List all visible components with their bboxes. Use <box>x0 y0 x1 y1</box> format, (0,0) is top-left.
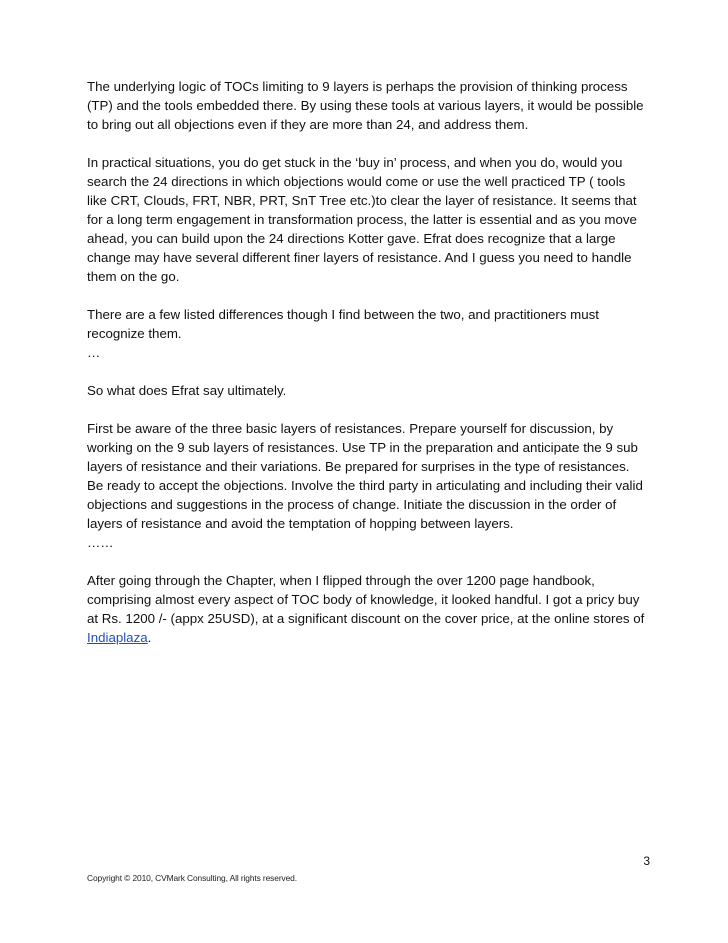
paragraph-handbook <box>87 571 647 647</box>
ellipsis-separator: … <box>87 345 101 360</box>
copyright-footer: Copyright © 2010, CVMark Consulting, All rights reserved. <box>87 873 297 883</box>
paragraph-layers-advice: First be aware of the three basic layers of resistances. Prepare yourself for discussion, by working on the 9 sub layers of resistances. Use TP in the preparation and anticipate the 9 sub layers of resistance and their variations. Be prepared for surprises in the type of resistances. Be ready to accept the objections. Involve the third party in articulating and including their valid objections and suggestions in the process of change. Initiate the discussion in the order of layers of resistance and avoid the temptation of hopping between layers. <box>87 421 643 531</box>
paragraph-efrat-summary-heading: So what does Efrat say ultimately. <box>87 383 287 398</box>
handbook-period: . <box>147 630 152 645</box>
page-number: 3 <box>643 854 650 868</box>
indiaplaza-link[interactable]: Indiaplaza <box>87 630 148 645</box>
ellipsis-separator-2: …… <box>87 535 114 550</box>
paragraph-toc-layers: The underlying logic of TOCs limiting to 9 layers is perhaps the provision of thinking process (TP) and the tools embedded there. By using these tools at various layers, it would be possible to bring out all objections even if they are more than 24, and address them. <box>87 79 644 132</box>
document-body <box>87 77 647 666</box>
handbook-text: After going through the Chapter, when I flipped through the over 1200 page handbook, comprising almost every aspect of TOC body of knowledge, it looked handful. I got a pricy buy at Rs. 1200 /- (appx 25USD), at a significant discount on the cover price, at the online stores of <box>87 573 645 626</box>
paragraph-differences: There are a few listed differences though I find between the two, and practitioners must recognize them. <box>87 307 599 341</box>
paragraph-practical-situations: In practical situations, you do get stuck in the ‘buy in’ process, and when you do, would you search the 24 directions in which objections would come or use the well practiced TP ( tools like CRT, Clouds, FRT, NBR, PRT, SnT Tree etc.)to clear the layer of resistance. It seems that for a long term engagement in transformation process, the latter is essential and as you move ahead, you can build upon the 24 directions Kotter gave. Efrat does recognize that a large change may have several different finer layers of resistance. And I guess you need to handle them on the go. <box>87 155 637 284</box>
